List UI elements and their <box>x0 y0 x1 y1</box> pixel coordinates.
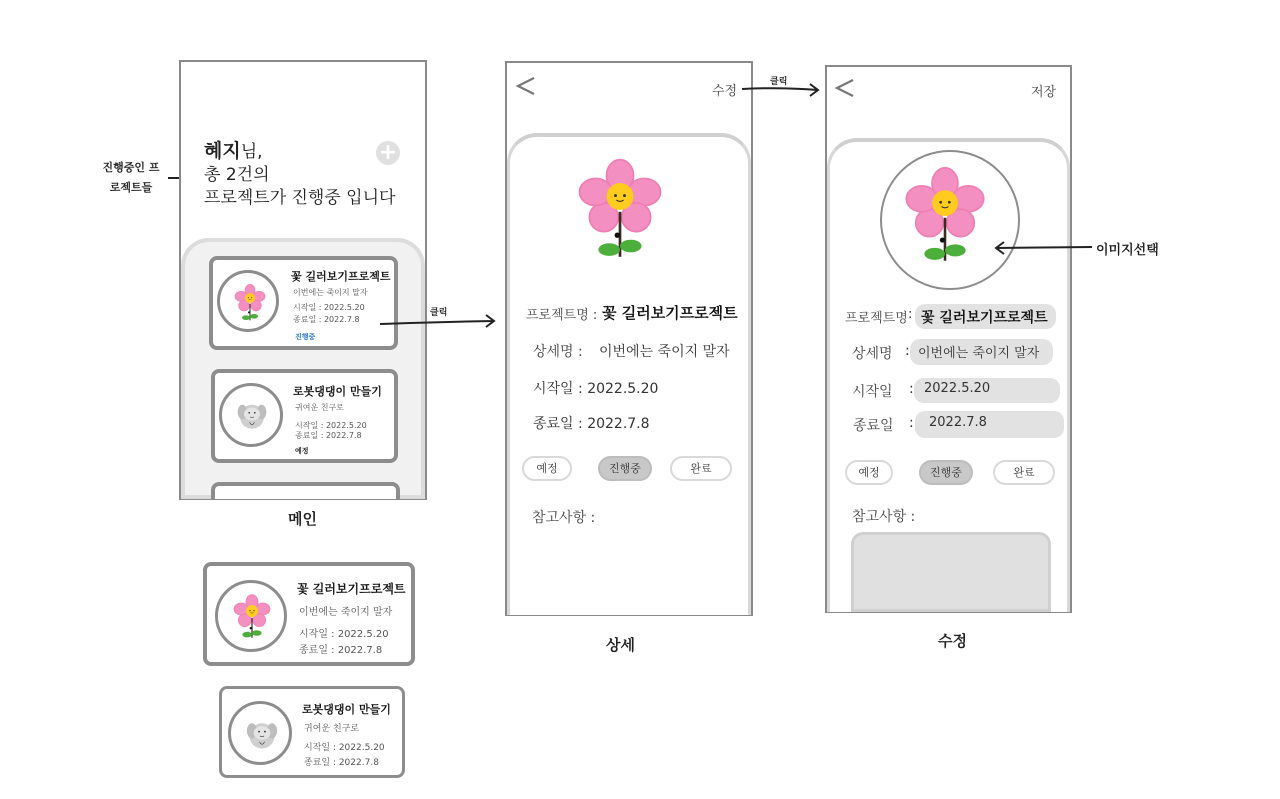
robot-dog-image <box>232 396 272 436</box>
chevron-left-icon <box>837 80 853 96</box>
image-select-arrow <box>992 240 1096 256</box>
main-caption: 메인 <box>288 510 317 528</box>
notes-label: 참고사항 : <box>532 510 596 526</box>
start-date: 시작일 : 2022.5.20 <box>533 381 659 397</box>
project-name-input[interactable]: 꽃 길러보기프로젝트 <box>915 304 1056 329</box>
flower-image <box>233 283 267 323</box>
detail-name-value: 이번에는 죽이지 말자 <box>599 344 730 360</box>
status-badge: 진행중 <box>295 333 316 341</box>
plus-icon: + <box>378 140 398 165</box>
card-start-date: 시작일 : 2022.5.20 <box>304 743 385 753</box>
status-option-in-progress[interactable]: 진행중 <box>598 456 652 481</box>
detail-name-label: 상세명 <box>852 346 893 362</box>
start-date-label: 시작일 <box>852 384 893 400</box>
status-badge: 예정 <box>295 447 309 455</box>
end-date: 종료일 : 2022.7.8 <box>533 416 650 432</box>
detail-name-input[interactable]: 이번에는 죽이지 말자 <box>910 339 1053 365</box>
greeting <box>204 140 395 210</box>
edit-button[interactable]: 수정 <box>712 84 738 99</box>
card-title: 꽃 길러보기프로젝트 <box>291 270 391 283</box>
standalone-project-card[interactable] <box>219 686 405 778</box>
user-name: 혜지 <box>204 140 241 162</box>
save-button[interactable]: 저장 <box>1031 85 1057 100</box>
image-picker[interactable] <box>880 150 1020 290</box>
card-start-date: 시작일 : 2022.5.20 <box>293 303 365 312</box>
project-name-value: 꽃 길러보기프로젝트 <box>602 304 738 322</box>
project-image <box>219 383 283 447</box>
notes-input[interactable] <box>851 532 1051 612</box>
back-button[interactable] <box>835 78 857 100</box>
project-image <box>215 580 287 652</box>
card-end-date: 종료일 : 2022.7.8 <box>295 431 362 440</box>
image-select-note: 이미지선택 <box>1096 243 1159 258</box>
flower-image <box>575 155 665 265</box>
end-date-label: 종료일 <box>853 418 894 434</box>
user-suffix: 님, <box>240 142 263 162</box>
project-image <box>217 270 279 332</box>
card-end-date: 종료일 : 2022.7.8 <box>304 758 379 768</box>
main-annotation-note: 진행중인 프로젝트들 <box>102 161 160 194</box>
colon: : <box>905 343 910 359</box>
notes-label: 참고사항 : <box>852 509 916 525</box>
card-subtitle: 이번에는 죽이지 말자 <box>293 288 368 297</box>
flower-image <box>902 164 988 268</box>
standalone-project-card[interactable] <box>203 562 415 666</box>
card-title: 로봇댕댕이 만들기 <box>293 385 382 398</box>
card-subtitle: 귀여운 친구로 <box>304 724 360 734</box>
card-end-date: 종료일 : 2022.7.8 <box>299 645 383 656</box>
status-option-in-progress[interactable]: 진행중 <box>919 460 973 485</box>
click-label: 클릭 <box>430 308 448 318</box>
project-count: 총 2건의 <box>204 165 270 185</box>
card-title: 로봇댕댕이 만들기 <box>302 703 391 716</box>
detail-caption: 상세 <box>606 636 635 654</box>
robot-dog-image <box>241 714 283 756</box>
status-option-planned[interactable]: 예정 <box>522 456 572 481</box>
flower-image <box>232 593 272 641</box>
card-start-date: 시작일 : 2022.5.20 <box>295 421 367 430</box>
status-option-done[interactable]: 완료 <box>670 456 732 481</box>
click-label: 클릭 <box>770 77 788 87</box>
card-subtitle: 귀여운 친구로 <box>295 403 344 412</box>
add-project-button[interactable] <box>376 141 400 165</box>
project-name-label: 프로젝트명 <box>845 311 908 326</box>
colon: : <box>908 307 913 322</box>
card-start-date: 시작일 : 2022.5.20 <box>299 629 389 640</box>
chevron-left-icon <box>518 78 534 94</box>
colon: : <box>909 415 914 431</box>
status-message: 프로젝트가 진행중 입니다 <box>204 188 396 208</box>
back-button[interactable] <box>516 76 538 98</box>
project-card[interactable] <box>209 256 398 350</box>
edit-caption: 수정 <box>938 632 967 650</box>
project-card[interactable] <box>211 369 398 463</box>
colon: : <box>909 381 914 397</box>
card-subtitle: 이번에는 죽이지 말자 <box>299 607 393 618</box>
project-name-label: 프로젝트명 : <box>526 308 598 323</box>
status-option-done[interactable]: 완료 <box>993 460 1055 485</box>
end-date-input[interactable]: 2022.7.8 <box>915 411 1064 438</box>
card-end-date: 종료일 : 2022.7.8 <box>293 315 360 324</box>
status-option-planned[interactable]: 예정 <box>845 460 893 485</box>
detail-name-label: 상세명 : <box>533 344 583 360</box>
start-date-input[interactable]: 2022.5.20 <box>914 378 1060 403</box>
project-image <box>228 701 292 765</box>
card-title: 꽃 길러보기프로젝트 <box>297 582 406 596</box>
project-card-partial <box>211 482 400 499</box>
